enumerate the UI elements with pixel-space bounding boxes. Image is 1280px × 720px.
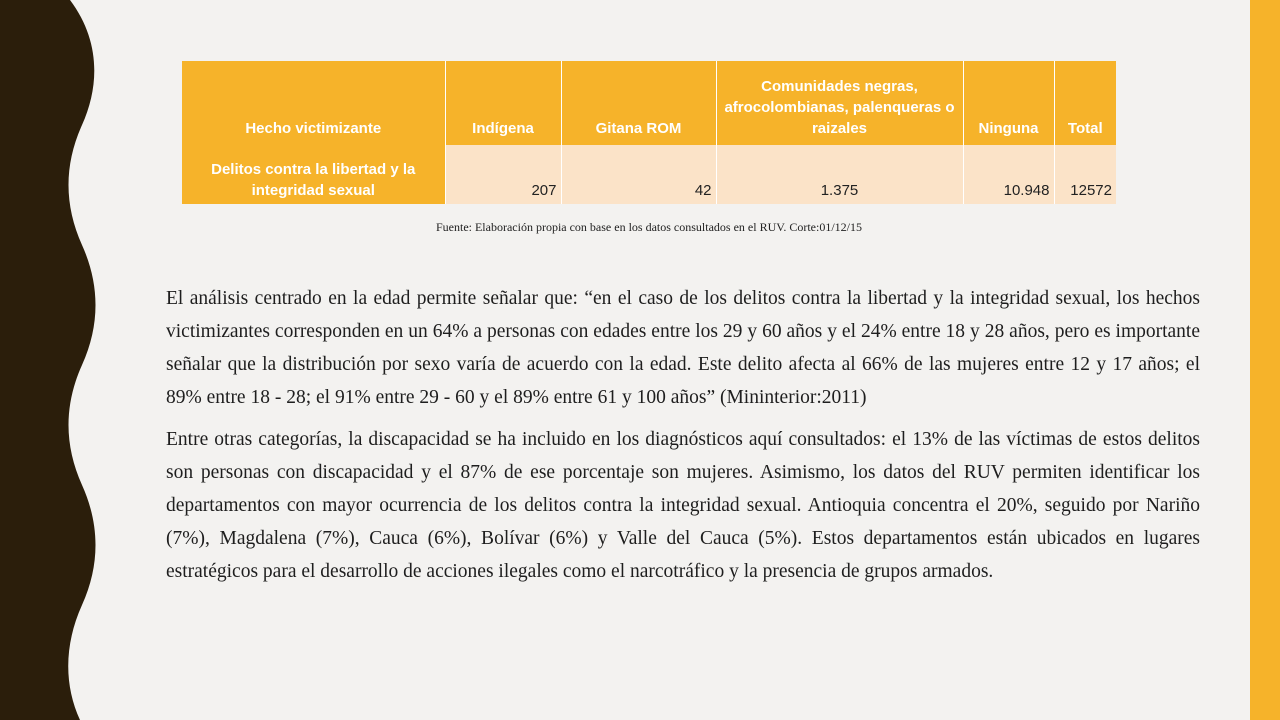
cell-ninguna: 10.948 (963, 145, 1054, 204)
right-accent-bar (1250, 0, 1280, 720)
cell-gitana-rom: 42 (561, 145, 716, 204)
cell-comunidades-negras: 1.375 (716, 145, 963, 204)
victims-table (182, 61, 1116, 204)
row-label: Delitos contra la libertad y la integridad sexual (182, 145, 445, 204)
table-source-note: Fuente: Elaboración propia con base en los datos consultados en el RUV. Corte:01/12/15 (435, 220, 863, 234)
table-row (182, 145, 1116, 204)
header-comunidades-negras: Comunidades negras, afrocolombianas, palenqueras o raizales (716, 61, 963, 145)
paragraph-age-analysis: El análisis centrado en la edad permite señalar que: “en el caso de los delitos contra la libertad y la integridad sexual, los hechos victimizantes corresponden en un 64% a personas con edades entre los 29 y 60 años y el 24% entre 18 y 28 años, pero es importante señalar que la distribución por sexo varía de acuerdo con la edad. Este delito afecta al 66% de las mujeres entre 12 y 17 años; el 89% entre 18 - 28; el 91% entre 29 - 60 y el 89% entre 61 y 100 años” (Mininterior:2011) (166, 288, 1200, 408)
header-indigena: Indígena (445, 61, 561, 145)
left-wavy-band (0, 0, 110, 720)
table-header-row (182, 61, 1116, 145)
header-hecho-victimizante: Hecho victimizante (182, 61, 445, 145)
header-gitana-rom: Gitana ROM (561, 61, 716, 145)
cell-indigena: 207 (445, 145, 561, 204)
body-text (166, 282, 1200, 597)
cell-total: 12572 (1054, 145, 1116, 204)
header-ninguna: Ninguna (963, 61, 1054, 145)
header-total: Total (1054, 61, 1116, 145)
paragraph-disability-departments: Entre otras categorías, la discapacidad se ha incluido en los diagnósticos aquí consultados: el 13% de las víctimas de estos delitos son personas con discapacidad y el 87% de ese porcentaje son mujeres. Asimismo, los datos del RUV permiten identificar los departamentos con mayor ocurrencia de los delitos contra la integridad sexual. Antioquia concentra el 20%, seguido por Nariño (7%), Magdalena (7%), Cauca (6%), Bolívar (6%) y Valle del Cauca (5%). Estos departamentos están ubicados en lugares estratégicos para el desarrollo de acciones ilegales como el narcotráfico y la presencia de grupos armados. (166, 429, 1200, 582)
